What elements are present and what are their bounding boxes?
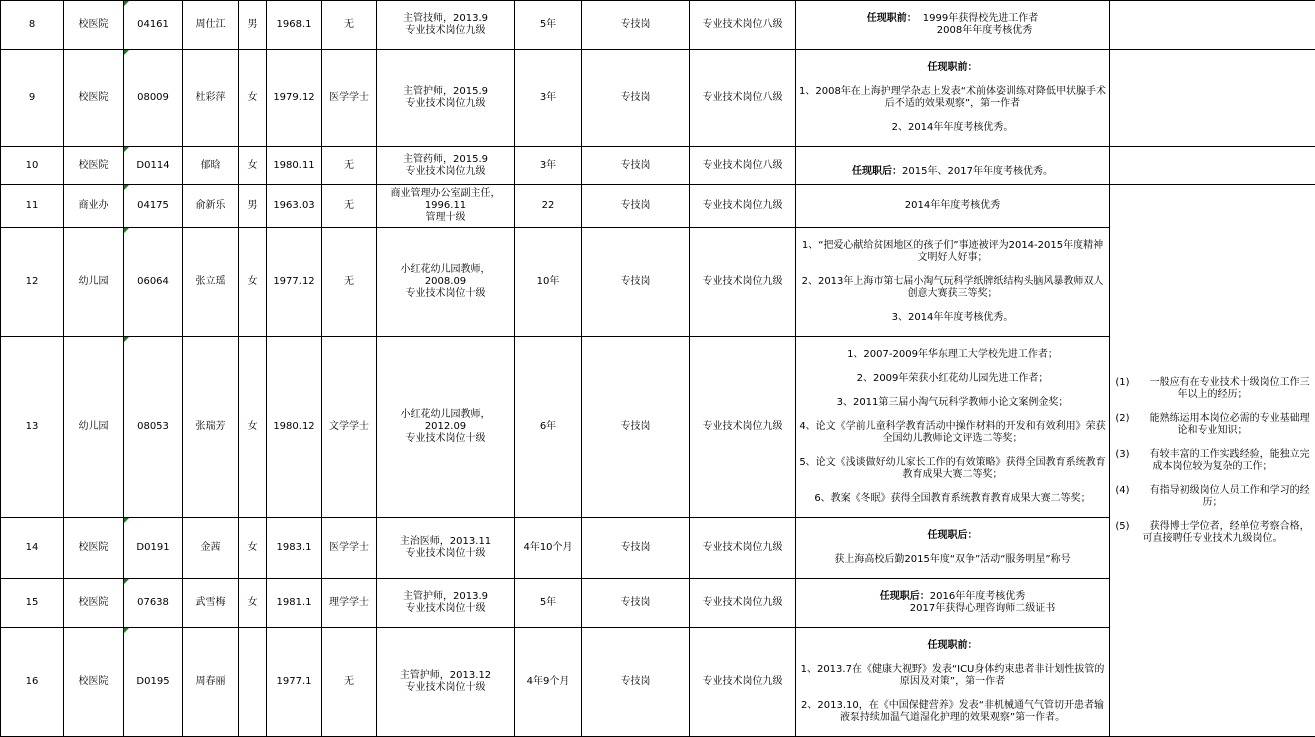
staff-id: 07638: [124, 579, 183, 628]
birth-date: 1983.1: [267, 518, 322, 579]
staff-id: 04175: [124, 185, 183, 228]
post-type: 专技岗: [582, 579, 690, 628]
years-in-post: 10年: [515, 228, 582, 337]
achievement-line: 5、论文《浅谈做好幼儿家长工作的有效策略》获得全国教育系统教育教育成果大赛二等奖；: [798, 457, 1107, 481]
staff-name: 金茜: [183, 518, 239, 579]
department: 商业办: [64, 185, 124, 228]
achievement-line: 1、2007-2009年华东理工大学校先进工作者；: [798, 349, 1107, 361]
birth-date: 1977.12: [267, 228, 322, 337]
years-in-post: 22: [515, 185, 582, 228]
gender: 女: [239, 228, 267, 337]
achievement-line: 1999年获得校先进工作者: [917, 13, 1038, 24]
staff-name: 郁晗: [183, 147, 239, 185]
conditions-cell: [1110, 185, 1315, 737]
birth-date: 1968.1: [267, 1, 322, 50]
achievement-label: 任现职前：: [798, 62, 1107, 74]
degree: 无: [322, 228, 377, 337]
achievement-line: 2、2013年上海市第七届小淘气玩科学纸牌纸结构头脑风暴教师双人创意大赛获三等奖；: [798, 276, 1107, 300]
gender: 女: [239, 50, 267, 147]
achievement-label: 任现职前：: [867, 13, 917, 24]
gender: 男: [239, 185, 267, 228]
achievement-line: 2、2013.10，在《中国保健营养》发表“非机械通气气管切开患者输液泵持续加温气道湿化护理的效果观察”第一作者。: [798, 700, 1107, 724]
post-type: 专技岗: [582, 337, 690, 518]
gender: 女: [239, 579, 267, 628]
condition-item: (2) 能熟练运用本岗位必需的专业基础理论和专业知识；: [1112, 413, 1313, 437]
gender: 女: [239, 147, 267, 185]
achievements: [796, 1, 1110, 50]
achievements: [796, 228, 1110, 337]
achievement-line: 2014年年度考核优秀: [798, 200, 1107, 212]
row-number: 16: [1, 628, 64, 737]
row-number: 13: [1, 337, 64, 518]
conditions-cell-top: [1110, 50, 1315, 147]
years-in-post: 4年10个月: [515, 518, 582, 579]
condition-item: (1) 一般应有在专业技术十级岗位工作三年以上的经历；: [1112, 377, 1313, 401]
achievement-line: 1、2008年在上海护理学杂志上发表“术前体姿训练对降低甲状腺手术后不适的效果观察”，第一作者: [798, 86, 1107, 110]
staff-name: 周仕江: [183, 1, 239, 50]
degree: 医学学士: [322, 50, 377, 147]
conditions-cell-top: [1110, 147, 1315, 185]
birth-date: 1981.1: [267, 579, 322, 628]
degree: 理学学士: [322, 579, 377, 628]
achievement-line: 4、论文《学前儿童科学教育活动中操作材料的开发和有效利用》荣获全国幼儿教师论文评选二等奖；: [798, 421, 1107, 445]
post-type: 专技岗: [582, 185, 690, 228]
post-type: 专技岗: [582, 518, 690, 579]
birth-date: 1980.12: [267, 337, 322, 518]
department: 校医院: [64, 579, 124, 628]
gender: 男: [239, 1, 267, 50]
achievement-label: 任现职后：: [798, 530, 1107, 542]
post-type: 专技岗: [582, 147, 690, 185]
degree: 无: [322, 185, 377, 228]
staff-id: 08009: [124, 50, 183, 147]
table-row: [1, 185, 1315, 228]
department: 校医院: [64, 147, 124, 185]
staff-id: D0191: [124, 518, 183, 579]
staff-id: D0114: [124, 147, 183, 185]
staff-name: 武雪梅: [183, 579, 239, 628]
department: 幼儿园: [64, 228, 124, 337]
target-post: 专业技术岗位八级: [690, 147, 796, 185]
gender: [239, 628, 267, 737]
department: 校医院: [64, 628, 124, 737]
staff-name: 张立瑶: [183, 228, 239, 337]
degree: 医学学士: [322, 518, 377, 579]
condition-item: (5) 获得博士学位者，经单位考察合格，可直接聘任专业技术九级岗位。: [1112, 521, 1313, 545]
department: 校医院: [64, 50, 124, 147]
degree: 无: [322, 1, 377, 50]
department: 校医院: [64, 1, 124, 50]
row-number: 12: [1, 228, 64, 337]
achievement-line: 2017年获得心理咨询师二级证书: [798, 603, 1107, 615]
target-post: 专业技术岗位九级: [690, 518, 796, 579]
achievements: [796, 628, 1110, 737]
post-type: 专技岗: [582, 50, 690, 147]
years-in-post: 3年: [515, 50, 582, 147]
post-type: 专技岗: [582, 628, 690, 737]
achievement-line: 2015年、2017年年度考核优秀。: [902, 166, 1053, 177]
achievement-line: 1、2013.7在《健康大视野》发表“ICU身体约束患者非计划性拔管的原因及对策”，第一作者: [798, 664, 1107, 688]
staff-name: 杜彩萍: [183, 50, 239, 147]
staff-id: D0195: [124, 628, 183, 737]
achievement-line: 3、2014年年度考核优秀。: [798, 312, 1107, 324]
current-title: 主管护师，2013.12 专业技术岗位十级: [377, 628, 515, 737]
current-title: 商业管理办公室副主任， 1996.11 管理十级: [377, 185, 515, 228]
current-title: 主管技师，2013.9 专业技术岗位九级: [377, 1, 515, 50]
current-title: 主治医师，2013.11 专业技术岗位十级: [377, 518, 515, 579]
achievement-line: 2008年年度考核优秀: [798, 25, 1107, 37]
current-title: 主管护师，2015.9 专业技术岗位九级: [377, 50, 515, 147]
achievement-line: 6、教案《冬眠》获得全国教育系统教育教育成果大赛二等奖；: [798, 493, 1107, 505]
post-type: 专技岗: [582, 1, 690, 50]
condition-item: (3) 有较丰富的工作实践经验，能独立完成本岗位较为复杂的工作；: [1112, 449, 1313, 473]
staff-id: 04161: [124, 1, 183, 50]
target-post: 专业技术岗位九级: [690, 185, 796, 228]
table-row: [1, 1, 1315, 50]
years-in-post: 6年: [515, 337, 582, 518]
current-title: 主管护师，2013.9 专业技术岗位十级: [377, 579, 515, 628]
staff-name: 周春丽: [183, 628, 239, 737]
staff-id: 06064: [124, 228, 183, 337]
years-in-post: 5年: [515, 579, 582, 628]
target-post: 专业技术岗位九级: [690, 579, 796, 628]
conditions-cell-top: [1110, 1, 1315, 50]
target-post: 专业技术岗位九级: [690, 337, 796, 518]
row-number: 14: [1, 518, 64, 579]
row-number: 11: [1, 185, 64, 228]
table-row: [1, 147, 1315, 185]
birth-date: 1977.1: [267, 628, 322, 737]
row-number: 15: [1, 579, 64, 628]
achievements: [796, 50, 1110, 147]
staff-name: 俞新乐: [183, 185, 239, 228]
achievement-label: 任现职后：: [852, 166, 902, 177]
achievements: [796, 579, 1110, 628]
achievement-line: 2、2014年年度考核优秀。: [798, 122, 1107, 134]
achievement-line: 获上海高校后勤2015年度“双争”活动“服务明星”称号: [798, 554, 1107, 566]
achievements: [796, 518, 1110, 579]
target-post: 专业技术岗位九级: [690, 228, 796, 337]
department: 校医院: [64, 518, 124, 579]
target-post: 专业技术岗位八级: [690, 50, 796, 147]
row-number: 8: [1, 1, 64, 50]
degree: 文学学士: [322, 337, 377, 518]
target-post: 专业技术岗位九级: [690, 628, 796, 737]
row-number: 9: [1, 50, 64, 147]
degree: 无: [322, 147, 377, 185]
achievement-label: 任现职前：: [798, 640, 1107, 652]
birth-date: 1979.12: [267, 50, 322, 147]
achievements: [796, 147, 1110, 185]
department: 幼儿园: [64, 337, 124, 518]
condition-item: (4) 有指导初级岗位人员工作和学习的经历；: [1112, 485, 1313, 509]
years-in-post: 4年9个月: [515, 628, 582, 737]
staff-name: 张瑞芳: [183, 337, 239, 518]
achievement-line: 3、2011第三届小淘气玩科学教师小论文案例金奖；: [798, 397, 1107, 409]
birth-date: 1980.11: [267, 147, 322, 185]
achievement-line: 1、“把爱心献给贫困地区的孩子们”事迹被评为2014-2015年度精神文明好人好事；: [798, 240, 1107, 264]
table-row: [1, 50, 1315, 147]
achievements: [796, 337, 1110, 518]
current-title: 小红花幼儿园教师， 2012.09 专业技术岗位十级: [377, 337, 515, 518]
gender: 女: [239, 518, 267, 579]
achievement-label: 任现职后：: [880, 591, 930, 602]
target-post: 专业技术岗位八级: [690, 1, 796, 50]
achievements: [796, 185, 1110, 228]
degree: 无: [322, 628, 377, 737]
current-title: 小红花幼儿园教师， 2008.09 专业技术岗位十级: [377, 228, 515, 337]
row-number: 10: [1, 147, 64, 185]
achievement-line: 2016年年度考核优秀: [930, 591, 1025, 602]
staff-id: 08053: [124, 337, 183, 518]
achievement-line: 2、2009年荣获小红花幼儿园先进工作者；: [798, 373, 1107, 385]
years-in-post: 5年: [515, 1, 582, 50]
birth-date: 1963.03: [267, 185, 322, 228]
post-type: 专技岗: [582, 228, 690, 337]
gender: 女: [239, 337, 267, 518]
current-title: 主管药师，2015.9 专业技术岗位九级: [377, 147, 515, 185]
years-in-post: 3年: [515, 147, 582, 185]
